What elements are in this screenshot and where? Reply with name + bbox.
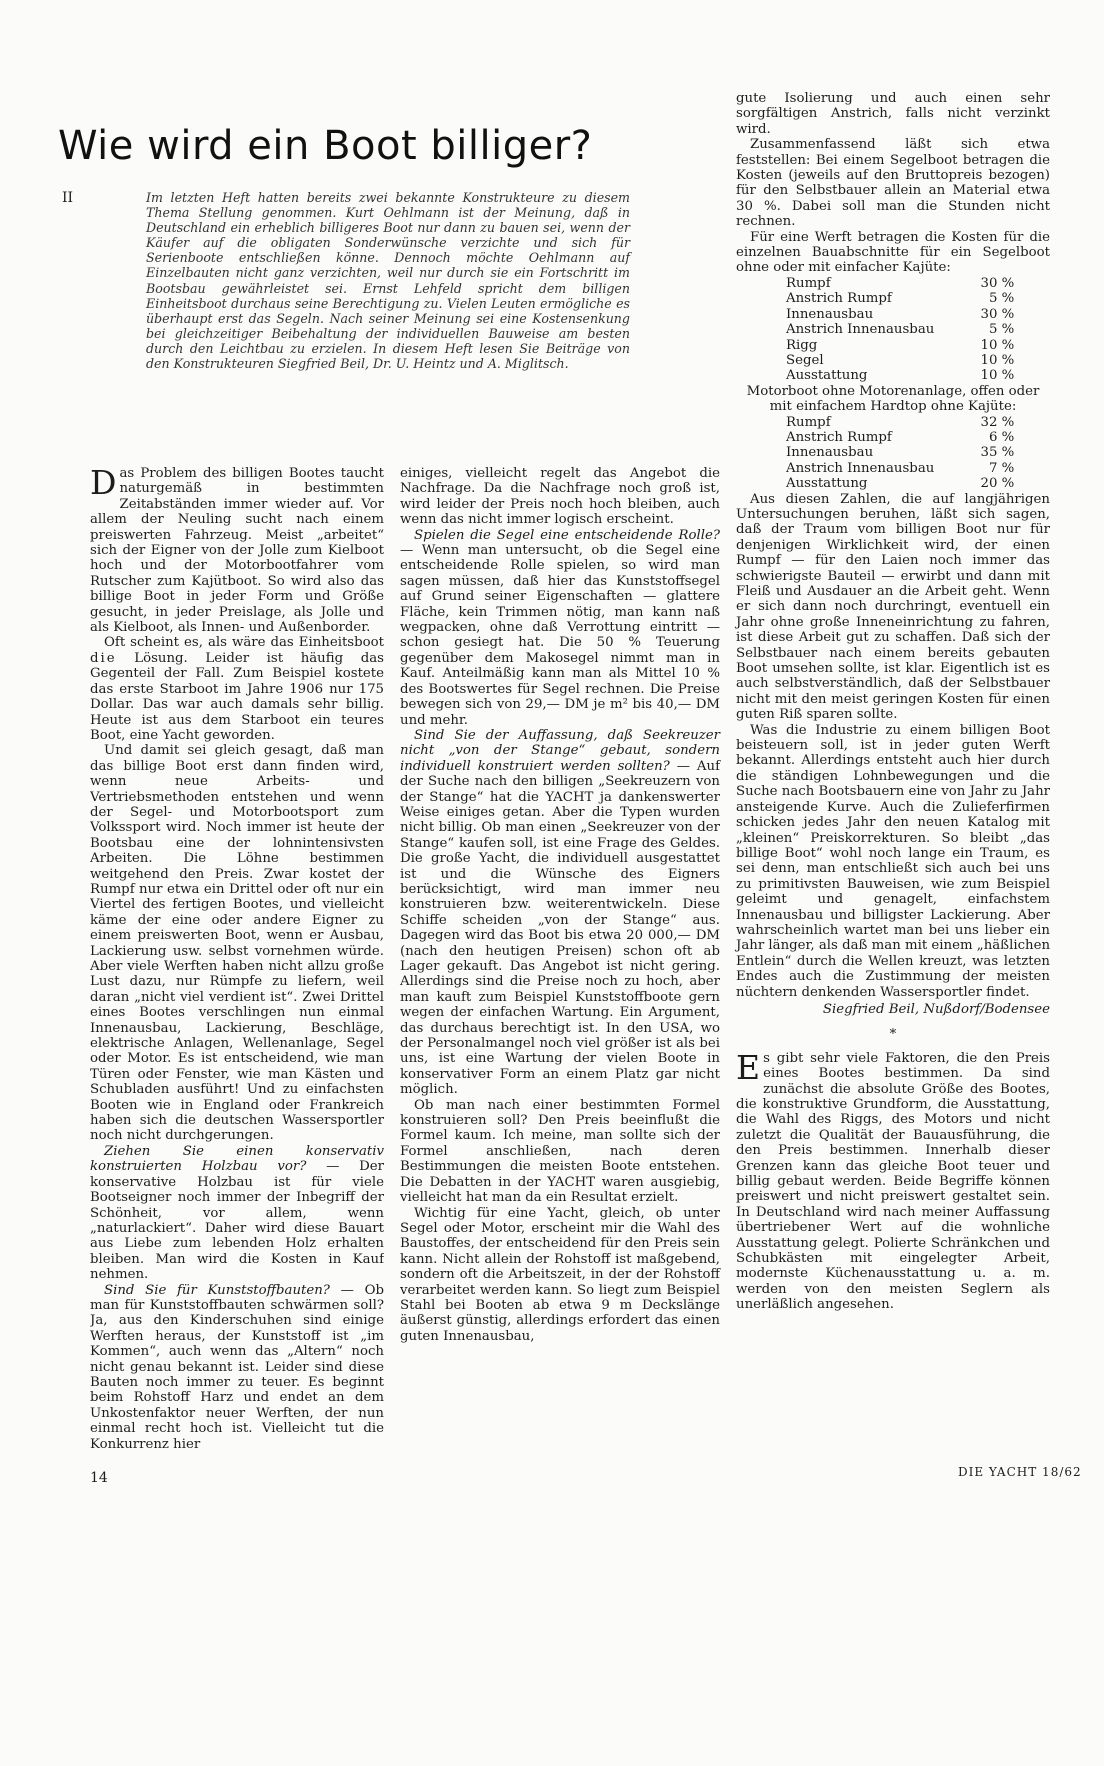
cost-table-motorboat [786,415,1014,492]
table-row: Ausstattung 10 % [786,368,1015,384]
cost-table-sailboat [786,276,1014,384]
table-row: Anstrich Innenausbau 7 % [786,460,1015,476]
paragraph: Oft scheint es, als wäre das Einheitsboot die Lösung. Leider ist häufig das Gegenteil der Fall. Zum Beispiel kostete das erste Starboot im Jahre 1906 nur 175 Dollar. Das war auch damals sehr billig. Heute ist aus dem Starboot ein teures Boot, eine Yacht geworden. [90,635,384,743]
table-row: Rumpf 30 % [786,275,1015,291]
paragraph: Für eine Werft betragen die Kosten für die einzelnen Bauabschnitte für ein Segelboot ohne oder mit einfacher Kajüte: [736,229,1050,276]
table-row: Segel 10 % [786,352,1015,368]
paragraph: Motorboot ohne Motorenanlage, offen oder mit einfachem Hardtop ohne Kajüte: [746,383,1040,415]
drop-cap: D [90,466,117,502]
author-signature: Siegfried Beil, Nußdorf/Bodensee [822,1001,1050,1017]
drop-cap: E [736,1047,761,1087]
page-number: 14 [90,1470,108,1486]
paragraph: Das Problem des billigen Bootes taucht naturgemäß in bestimmten Zeitabständen immer wieder auf. Vor allem der Neuling sucht nach einem preiswerten Fahrzeug. Meist „arbeitet“ sich der Eigner von der Jolle zum Kielboot hoch und der Motorbootfahrer vom Rutscher zum Kajütboot. So wird also das billige Boot in jeder Form und Größe gesucht, in jeder Preislage, als Jolle und als Kielboot, als Innen- und Außenborder. [90,466,384,636]
column-2 [400,466,720,1344]
table-row: Ausstattung 20 % [786,476,1015,492]
paragraph: Und damit sei gleich gesagt, daß man das billige Boot erst dann finden wird, wenn neue Arbeits- und Vertriebsmethoden entstehen und wenn der Segel- und Motorbootsport zum Volkssport wird. Noch immer ist heute der Bootsbau eine der lohnintensivsten Arbeiten. Die Löhne bestimmen weitgehend den Preis. Zwar kostet der Rumpf nur etwa ein Drittel oder oft nur ein Viertel des fertigen Bootes, und vielleicht käme der eine oder andere Eigner zu einem preiswerten Boot, wenn er Ausbau, Lackierung usw. selbst vornehmen würde. Aber viele Werften haben nicht allzu große Lust dazu, nur Rümpfe zu liefern, weil daran „nicht viel verdient ist“. Zwei Drittel eines Bootes verschlingen nun einmal Innenausbau, Lackierung, Beschläge, elektrische Anlagen, Wellenanlage, Segel oder Motor. Es ist entscheidend, wie man Türen oder Fenster, wie man Kästen und Schubladen ausführt! Und zu einfachsten Booten wie in England oder Frankreich haben sich die deutschen Wassersportler noch nicht durchgerungen. [90,743,384,1144]
intro-text: Im letzten Heft hatten bereits zwei bekannte Konstrukteure zu diesem Thema Stellung genommen. Kurt Oehlmann ist der Meinung, daß in Deutschland ein erheblich billigeres Boot nur dann zu bauen sei, wenn der Käufer auf die obligaten Sonderwünsche verzichte und sich für Serienboote entschließen könne. Dennoch möchte Oehlmann auf Einzelbauten nicht ganz verzichten, weil nur durch sie ein Fortschritt im Bootsbau gewährleistet sei. Ernst Lehfeld spricht dem billigen Einheitsboot durchaus seine Berechtigung zu. Vielen Leuten ermögliche es überhaupt erst das Segeln. Nach seiner Meinung sei eine Kostensenkung bei gleichzeitiger Beibehaltung der individuellen Bauweise am besten durch den Leichtbau zu erzielen. In diesem Heft lesen Sie Beiträge von den Konstrukteuren Siegfried Beil, Dr. U. Heintz und A. Miglitsch. [146,190,630,372]
paragraph: Zusammenfassend läßt sich etwa feststellen: Bei einem Segelboot betragen die Kosten (jeweils auf den Bruttopreis bezogen) für den Selbstbauer allein an Material etwa 30 %. Dabei soll man die Stunden nicht rechnen. [736,137,1050,230]
paragraph: Spielen die Segel eine entscheidende Rolle? — Wenn man untersucht, ob die Segel eine entscheidende Rolle spielen, so wird man sagen müssen, daß hier das Kunststoffsegel auf Grund seiner Eigenschaften — glattere Fläche, kein Trimmen nötig, man kann naß wegpacken, ohne daß Verrottung eintritt — schon gesiegt hat. Die 50 % Teuerung gegenüber dem Makosegel nimmt man in Kauf. Anteilmäßig kann man als Mittel 10 % des Bootswertes für Segel rechnen. Die Preise bewegen sich von 29,— DM je m² bis 40,— DM und mehr. [400,527,720,728]
separator: * [889,1027,897,1043]
paragraph: Sind Sie für Kunststoffbauten? — Ob man für Kunststoffbauten schwärmen soll? Ja, aus den Kinderschuhen sind einige Werften heraus, der Kunststoff ist „im Kommen“, auch wenn das „Altern“ noch nicht genau bekannt ist. Leider sind diese Bauten noch immer zu teuer. Es beginnt beim Rohstoff Harz und endet an dem Unkostenfaktor neuer Werften, der nun einmal recht hoch ist. Vielleicht tut die Konkurrenz hier [90,1282,384,1452]
footer-magazine: DIE YACHT 18/62 [958,1465,1082,1479]
paragraph: Ob man nach einer bestimmten Formel konstruieren soll? Den Preis beeinflußt die Formel kaum. Ich meine, man sollte sich der Formel anschließen, nach deren Bestimmungen die meisten Boote entstehen. Die Debatten in der YACHT waren ausgiebig, vielleicht hat man da ein Resultat erzielt. [400,1097,720,1206]
table-row: Anstrich Rumpf 6 % [786,429,1015,445]
table-row: Rumpf 32 % [786,414,1015,430]
question: Sind Sie der Auffassung, daß Seekreuzer nicht „von der Stange“ gebaut, sondern individuell konstruiert werden sollten? [400,727,720,774]
question: Ziehen Sie einen konservativ konstruierten Holzbau vor? [90,1143,384,1175]
paragraph: Es gibt sehr viele Faktoren, die den Preis eines Bootes bestimmen. Da sind zunächst die absolute Größe des Bootes, die konstruktive Grundform, die Ausstattung, die Wahl des Riggs, des Motors und nicht zuletzt die Qualität der Bauausführung, die den Preis bestimmen. Innerhalb dieser Grenzen kann das gleiche Boot teuer und billig gebaut werden. Beide Begriffe können preiswert und nicht preiswert gestaltet sein. In Deutschland wird nach meiner Auffassung übertriebener Wert auf die wohnliche Ausstattung gelegt. Polierte Schränkchen und Schubkästen mit eingelegter Arbeit, modernste Küchenausstattung u. a. m. werden von den meisten Seglern als unerläßlich angesehen. [736,1047,1050,1313]
column-1 [90,466,384,1766]
paragraph: gute Isolierung und auch einen sehr sorgfältigen Anstrich, falls nicht verzinkt wird. [736,91,1050,137]
question: Sind Sie für Kunststoffbauten? [104,1282,330,1298]
article-title: Wie wird ein Boot billiger? [58,122,593,169]
paragraph: Aus diesen Zahlen, die auf langjährigen Untersuchungen beruhen, läßt sich sagen, daß der Traum vom billigen Boot nur für denjenigen Wirklichkeit wird, der einen Rumpf — für den Laien noch immer das schwierigste Bauteil — erwirbt und dann mit Fleiß und Ausdauer an die Arbeit geht. Wenn er sich dann noch durchringt, eventuell ein Jahr ohne große Inneneinrichtung zu fahren, ist diese Arbeit gut zu schaffen. Daß sich der Selbstbauer nach einem bereits gebauten Boot umsehen sollte, ist klar. Eigentlich ist es auch selbstverständlich, daß der Selbstbauer nicht mit den meist geringen Kosten für einen guten Riß sparen sollte. [736,491,1050,723]
table-row: Rigg 10 % [786,337,1015,353]
paragraph: einiges, vielleicht regelt das Angebot die Nachfrage. Da die Nachfrage noch groß ist, wird leider der Preis noch hoch bleiben, auch wenn das nicht immer logisch erscheint. [400,466,720,528]
table-row: Anstrich Rumpf 5 % [786,291,1015,307]
table-row: Anstrich Innenausbau 5 % [786,322,1015,338]
paragraph: Was die Industrie zu einem billigen Boot beisteuern soll, ist in jeder guten Werft bekannt. Allerdings entsteht auch hier durch die ständigen Lohnbewegungen und die Suche nach Bootsbauern eine von Jahr zu Jahr ansteigende Kurve. Auch die Zulieferfirmen schicken jedes Jahr den neuen Katalog mit „kleinen“ Preiskorrekturen. So bleibt „das billige Boot“ wohl noch lange ein Traum, es sei denn, man entschließt sich auch bei uns zu primitivsten Bauweisen, wie zum Beispiel geleimt und genagelt, einfachstem Innenausbau und billigster Lackierung. Aber wahrscheinlich wartet man bei uns lieber ein Jahr länger, als daß man mit einem „häßlichen Entlein“ durch die Wellen kreuzt, was letzten Endes auch die Zustimmung der meisten nüchtern denkenden Wassersportler findet. [736,722,1051,1000]
table-row: Innenausbau 30 % [786,306,1015,322]
question: Spielen die Segel eine entscheidende Rolle? [414,527,720,543]
table-row: Innenausbau 35 % [786,445,1015,461]
paragraph: Ziehen Sie einen konservativ konstruierten Holzbau vor? — Der konservative Holzbau ist für viele Bootseigner noch immer der Inbegriff der Schönheit, vor allem, wenn „naturlackiert“. Daher wird diese Bauart aus Liebe zum lebenden Holz erhalten bleiben. Man wird die Kosten in Kauf nehmen. [90,1143,384,1283]
paragraph: Wichtig für eine Yacht, gleich, ob unter Segel oder Motor, erscheint mir die Wahl des Baustoffes, der entscheidend für den Preis sein kann. Nicht allein der Rohstoff ist maßgebend, sondern oft die Arbeitszeit, in der der Rohstoff verarbeitet werden kann. So liegt zum Beispiel Stahl bei Booten ab etwa 9 m Deckslänge äußerst günstig, allerdings erfordert das einen guten Innenausbau, [400,1205,720,1344]
paragraph: Sind Sie der Auffassung, daß Seekreuzer nicht „von der Stange“ gebaut, sondern individuell konstruiert werden sollten? — Auf der Suche nach den billigen „Seekreuzern von der Stange“ hat die YACHT ja dankenswerter Weise einiges getan. Aber die Typen wurden nicht billig. Ob man einen „Seekreuzer von der Stange“ kaufen soll, ist eine Frage des Geldes. Die große Yacht, die individuell ausgestattet ist und die Wünsche des Eigners berücksichtigt, wird man immer neu konstruieren bzw. weiterentwickeln. Diese Schiffe scheiden „von der Stange“ aus. Dagegen wird das Boot bis etwa 20 000,— DM (nach den heutigen Preisen) schon oft ab Lager gekauft. Das Angebot ist nicht gering. Allerdings sind die Preise noch zu hoch, aber man kauft zum Beispiel Kunststoffboote gern wegen der einfachen Wartung. Ein Argument, das durchaus berechtigt ist. In den USA, wo der Personalmangel noch viel größer ist als bei uns, ist eine Wartung der vielen Boote in konservativer Form an einem Platz gar nicht möglich. [400,727,720,1098]
column-3 [736,91,1050,1313]
section-number: II [62,190,74,206]
